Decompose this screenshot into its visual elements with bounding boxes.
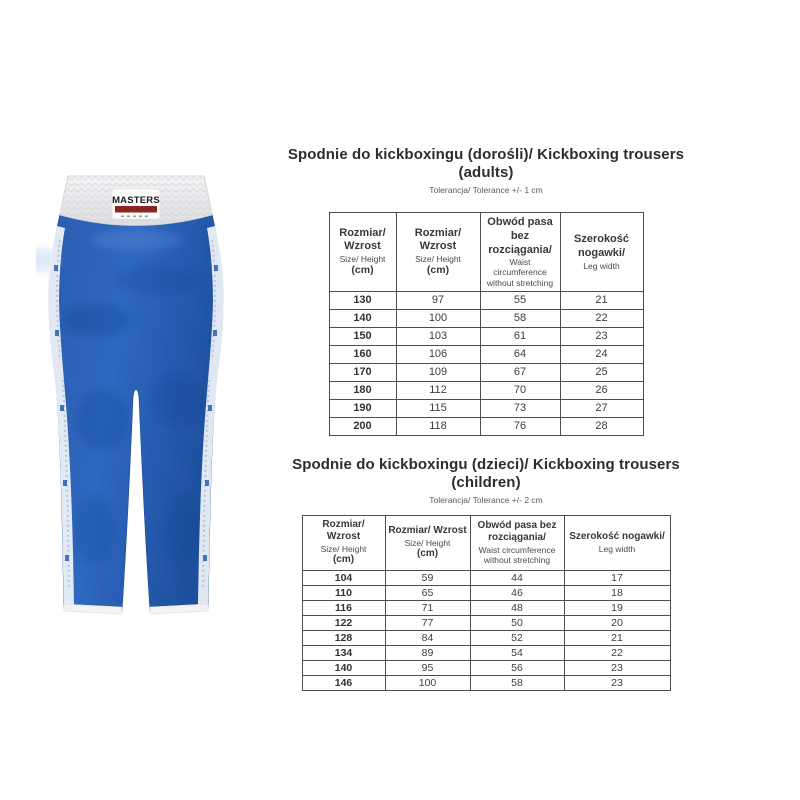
value-cell: 46 [470, 585, 564, 600]
value-cell: 59 [385, 570, 470, 585]
header-main: Rozmiar/ Wzrost [388, 525, 467, 537]
value-cell: 115 [396, 399, 480, 417]
header-size-height-2 [396, 213, 480, 292]
value-cell: 73 [480, 399, 560, 417]
value-cell: 50 [470, 615, 564, 630]
value-cell: 100 [385, 675, 470, 690]
size-cell: 190 [329, 399, 396, 417]
table-row [329, 327, 643, 345]
header-sub: Waist circumference without stretching [486, 257, 554, 288]
table-row [329, 291, 643, 309]
table-row [329, 363, 643, 381]
header-main: Rozmiar/ Wzrost [322, 518, 365, 543]
header-sub: Size/ Height [339, 254, 386, 264]
size-cell: 116 [302, 600, 385, 615]
header-size-height-1 [302, 515, 385, 570]
size-cell: 140 [329, 309, 396, 327]
value-cell: 67 [480, 363, 560, 381]
header-unit: (cm) [416, 547, 439, 559]
size-cell: 134 [302, 645, 385, 660]
value-cell: 65 [385, 585, 470, 600]
value-cell: 100 [396, 309, 480, 327]
value-cell: 28 [560, 417, 643, 435]
children-table-header [302, 515, 670, 570]
header-main: Rozmiar/ Wzrost [339, 226, 386, 253]
size-cell: 122 [302, 615, 385, 630]
table-row [329, 309, 643, 327]
header-main: Szerokość nogawki/ [569, 531, 665, 543]
header-unit: (cm) [426, 264, 450, 277]
header-size-height-2 [385, 515, 470, 570]
adults-size-section [281, 146, 691, 436]
children-size-section [281, 456, 691, 691]
header-sub: Size/ Height [404, 537, 451, 548]
children-table-body [302, 570, 670, 690]
children-tolerance-note: Tolerancja/ Tolerance +/- 2 cm [429, 494, 543, 505]
header-main: Obwód pasa bez rozciągania/ [487, 216, 553, 256]
value-cell: 97 [396, 291, 480, 309]
brand-logo-text: MASTERS [112, 195, 160, 206]
header-main: Obwód pasa bez rozciągania/ [477, 519, 557, 544]
header-waist [470, 515, 564, 570]
size-charts-column [281, 146, 691, 691]
adults-table-header [329, 213, 643, 292]
value-cell: 44 [470, 570, 564, 585]
size-cell: 146 [302, 675, 385, 690]
value-cell: 25 [560, 363, 643, 381]
value-cell: 48 [470, 600, 564, 615]
adults-table-title: Spodnie do kickboxingu (dorośli)/ Kickboxing trousers (adults) [287, 146, 685, 181]
value-cell: 70 [480, 381, 560, 399]
value-cell: 109 [396, 363, 480, 381]
header-main: Szerokość nogawki/ [573, 233, 630, 259]
size-cell: 110 [302, 585, 385, 600]
adults-table-body [329, 291, 643, 435]
value-cell: 27 [560, 399, 643, 417]
table-row [302, 630, 670, 645]
value-cell: 77 [385, 615, 470, 630]
value-cell: 118 [396, 417, 480, 435]
children-table-title: Spodnie do kickboxingu (dzieci)/ Kickboxing trousers (children) [292, 455, 680, 491]
table-row [302, 645, 670, 660]
value-cell: 23 [564, 660, 670, 675]
header-sub: Leg width [598, 543, 636, 554]
table-row [302, 615, 670, 630]
value-cell: 103 [396, 327, 480, 345]
value-cell: 20 [564, 615, 670, 630]
value-cell: 64 [480, 345, 560, 363]
adults-tolerance-note: Tolerancja/ Tolerance +/- 1 cm [429, 185, 543, 195]
table-row [302, 660, 670, 675]
header-sub: Leg width [583, 260, 620, 271]
table-row [302, 600, 670, 615]
table-row [329, 399, 643, 417]
size-cell: 180 [329, 381, 396, 399]
table-row [302, 570, 670, 585]
value-cell: 23 [564, 675, 670, 690]
value-cell: 19 [564, 600, 670, 615]
value-cell: 61 [480, 327, 560, 345]
header-sub: Size/ Height [415, 254, 461, 264]
value-cell: 55 [480, 291, 560, 309]
table-row [329, 381, 643, 399]
table-row [329, 417, 643, 435]
value-cell: 21 [560, 291, 643, 309]
value-cell: 18 [564, 585, 670, 600]
adults-size-table [329, 212, 644, 436]
size-cell: 140 [302, 660, 385, 675]
header-sub: Size/ Height [320, 543, 367, 554]
header-main: Rozmiar/ Wzrost [414, 226, 462, 253]
value-cell: 54 [470, 645, 564, 660]
value-cell: 58 [470, 675, 564, 690]
value-cell: 58 [480, 309, 560, 327]
size-cell: 104 [302, 570, 385, 585]
value-cell: 76 [480, 417, 560, 435]
value-cell: 52 [470, 630, 564, 645]
header-unit: (cm) [351, 264, 374, 277]
trousers-illustration [36, 170, 236, 632]
value-cell: 22 [560, 309, 643, 327]
product-image-trousers [36, 170, 236, 632]
value-cell: 23 [560, 327, 643, 345]
value-cell: 95 [385, 660, 470, 675]
value-cell: 24 [560, 345, 643, 363]
size-cell: 170 [329, 363, 396, 381]
table-row [302, 585, 670, 600]
table-row [302, 675, 670, 690]
value-cell: 84 [385, 630, 470, 645]
header-leg-width [564, 515, 670, 570]
header-size-height-1 [329, 213, 396, 292]
value-cell: 26 [560, 381, 643, 399]
size-cell: 150 [329, 327, 396, 345]
value-cell: 71 [385, 600, 470, 615]
brand-logo [112, 189, 160, 219]
children-size-table [302, 515, 671, 691]
header-unit: (cm) [332, 554, 355, 565]
value-cell: 56 [470, 660, 564, 675]
value-cell: 22 [564, 645, 670, 660]
value-cell: 106 [396, 345, 480, 363]
value-cell: 112 [396, 381, 480, 399]
size-cell: 200 [329, 417, 396, 435]
size-cell: 128 [302, 630, 385, 645]
value-cell: 21 [564, 630, 670, 645]
header-leg-width [560, 213, 643, 292]
header-sub: Waist circumference without stretching [478, 544, 556, 566]
size-cell: 160 [329, 345, 396, 363]
table-row [329, 345, 643, 363]
size-cell: 130 [329, 291, 396, 309]
value-cell: 89 [385, 645, 470, 660]
value-cell: 17 [564, 570, 670, 585]
header-waist [480, 213, 560, 292]
brand-logo-red-bar [115, 206, 157, 213]
